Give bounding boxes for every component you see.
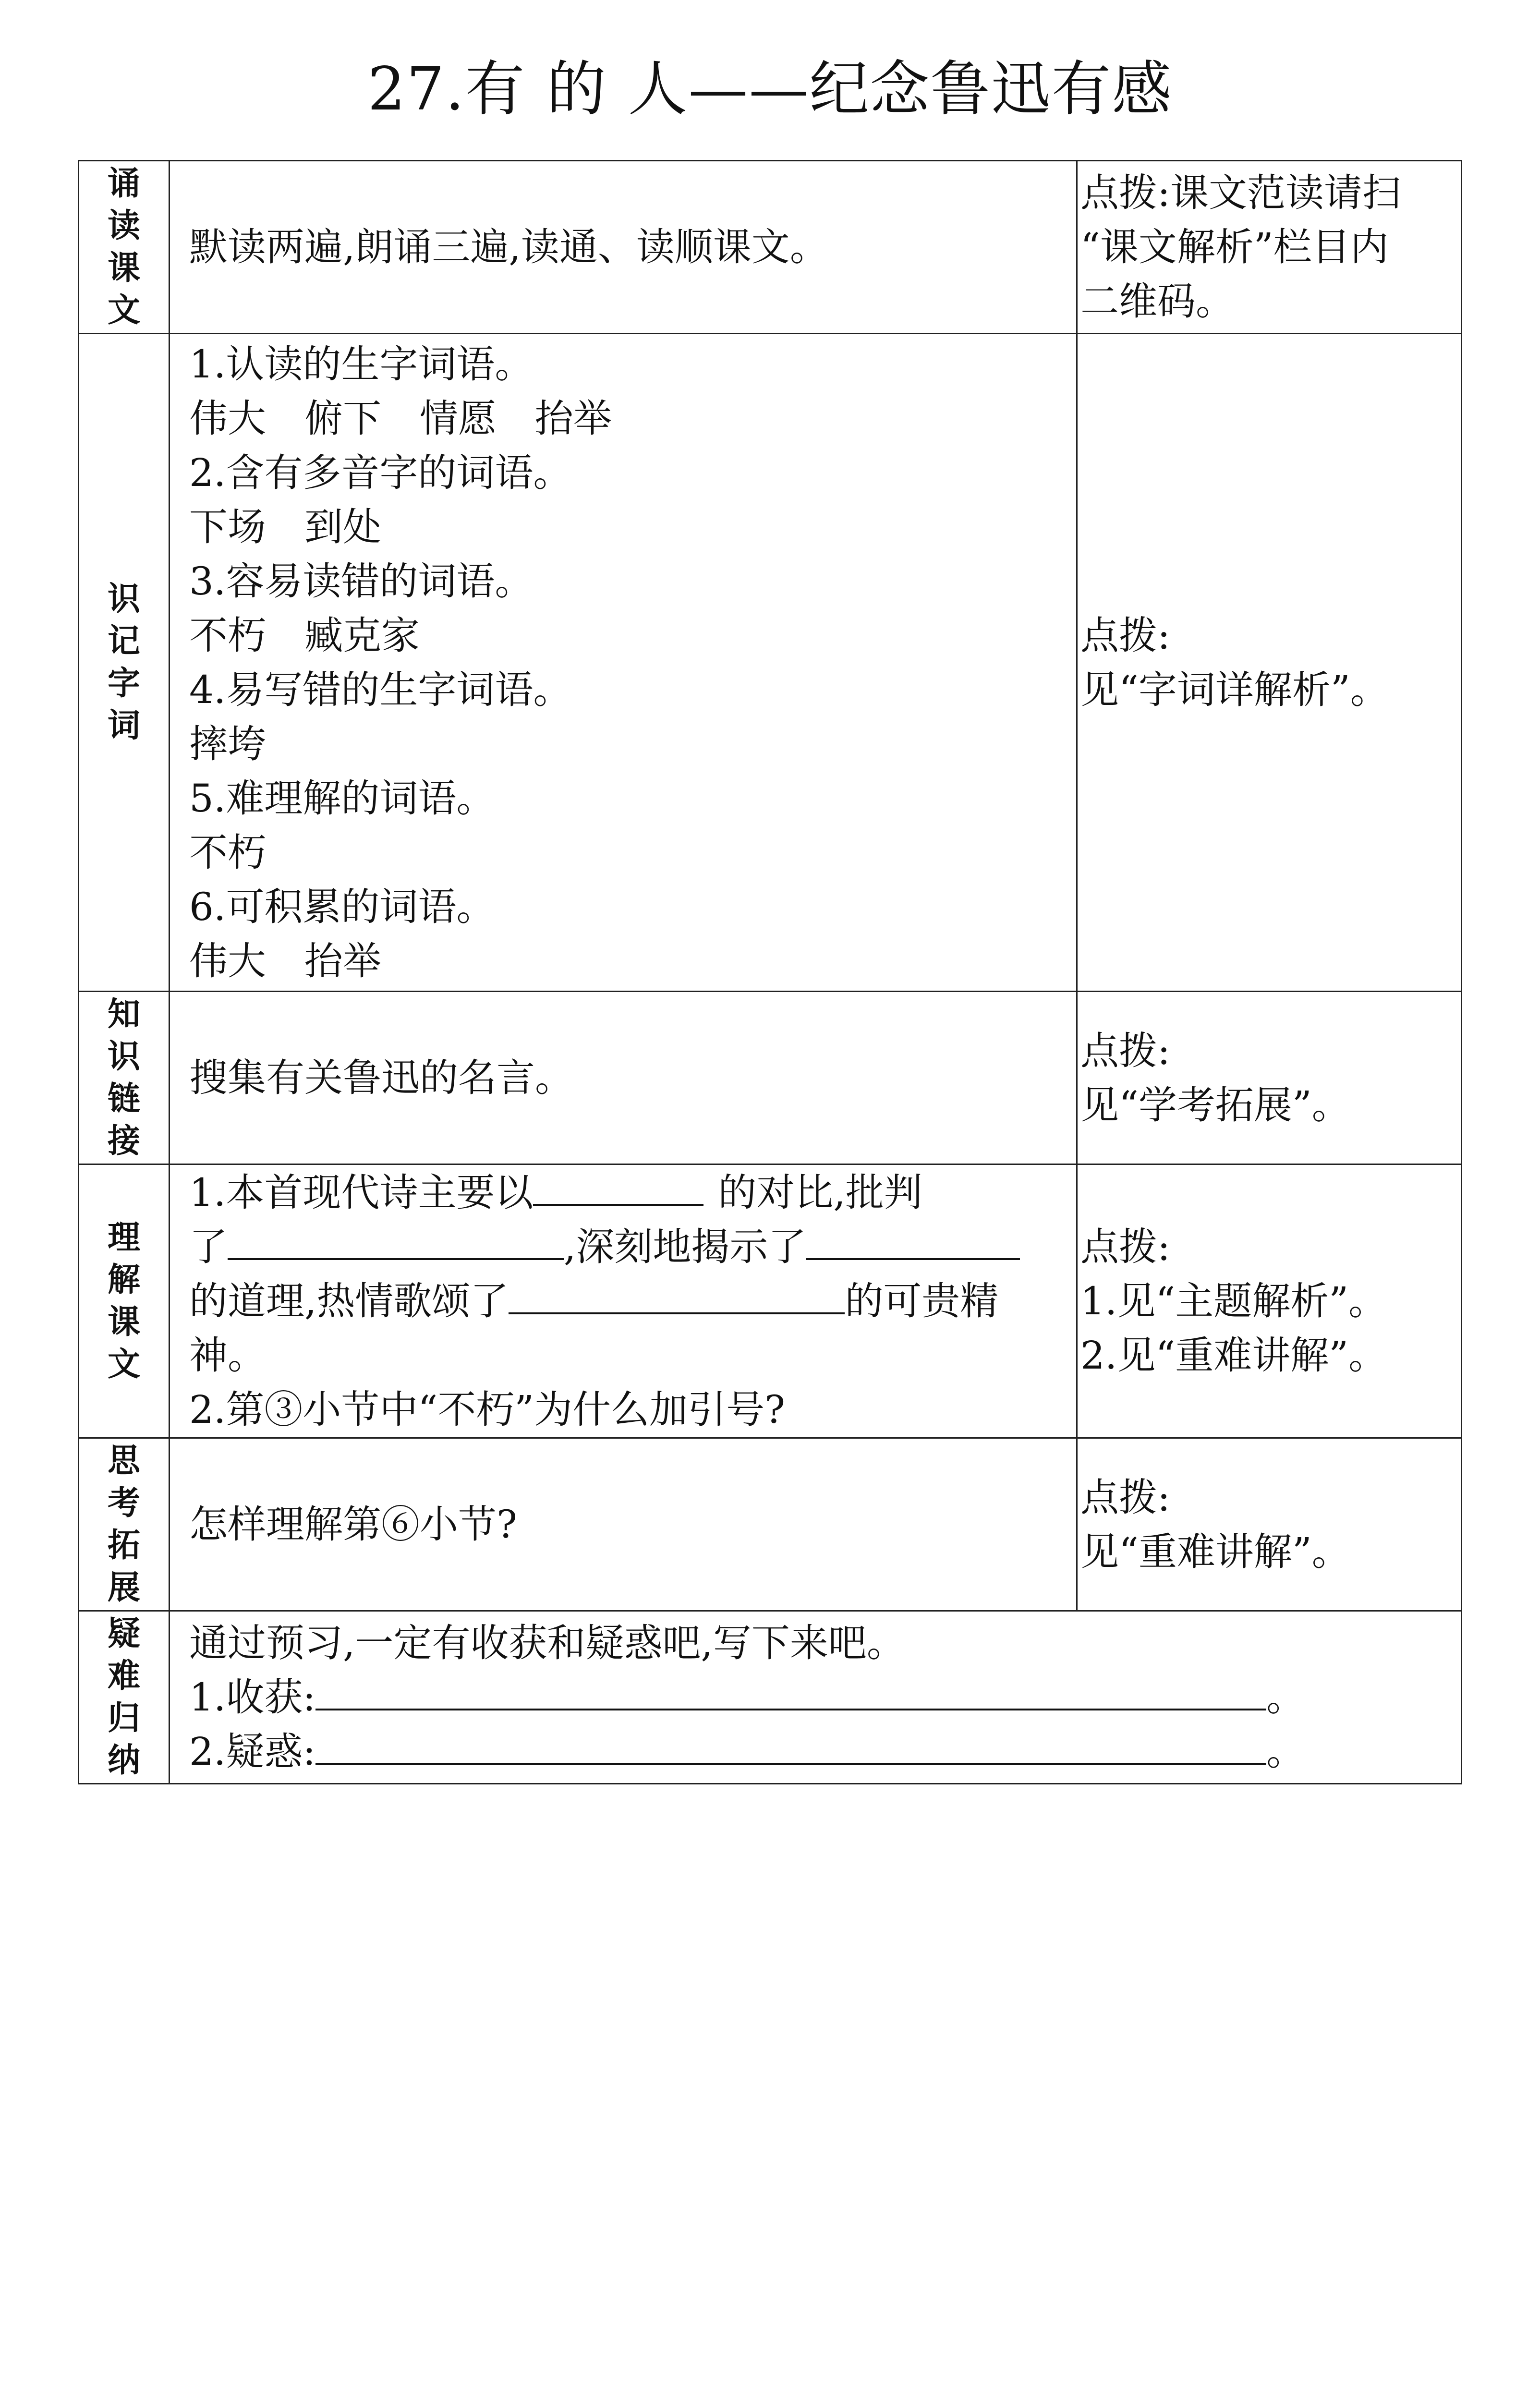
row-heading-knowledge: 知 识 链 接: [79, 992, 170, 1164]
understand-questions: 1.本首现代诗主要以 的对比,批判 了 ,深刻地揭示了 的道理,热情歌颂了 的可贵精 神。 2.第③小节中“不朽”为什么加引号?: [170, 1164, 1077, 1438]
row-heading-vocab: 识 记 字 词: [79, 334, 170, 992]
vocab-section-heading: 6.可积累的词语。: [189, 884, 495, 929]
gain-line: 1.收获: 。: [189, 1670, 1442, 1724]
vocab-section-heading: 4.易写错的生字词语。: [189, 667, 572, 712]
row-think: [79, 1438, 1462, 1611]
think-hint: 点拨: 见“重难讲解”。: [1077, 1438, 1462, 1611]
row-heading-understand: 理 解 课 文: [79, 1164, 170, 1438]
row-understand: [79, 1164, 1462, 1438]
summary-area: [170, 1611, 1462, 1784]
answer-blank-3[interactable]: [806, 1220, 1020, 1260]
answer-blank-2[interactable]: [228, 1220, 564, 1260]
page-title: [0, 54, 1540, 125]
vocab-hint: 点拨: 见“字词详解析”。: [1077, 334, 1462, 992]
vocab-section-heading: 1.认读的生字词语。: [189, 341, 534, 387]
knowledge-hint: 点拨: 见“学考拓展”。: [1077, 992, 1462, 1164]
title-part-2: 的: [546, 55, 607, 124]
title-part-1: 27.有: [367, 55, 526, 124]
reading-hint: 点拨:课文范读请扫 “课文解析”栏目内 二维码。: [1077, 161, 1462, 334]
doubt-line: 2.疑惑: 。: [189, 1724, 1442, 1779]
row-vocab: [79, 334, 1462, 992]
vocab-section-heading: 2.含有多音字的词语。: [189, 450, 572, 495]
row-summary: [79, 1611, 1462, 1784]
row-reading: [79, 161, 1462, 334]
vocab-section-heading: 3.容易读错的词语。: [189, 558, 534, 604]
preview-worksheet-table: [78, 160, 1462, 1784]
vocab-words: 不朽: [189, 830, 266, 875]
title-part-3: 人——纪念鲁迅有感: [628, 55, 1173, 124]
row-knowledge: [79, 992, 1462, 1164]
think-question: 怎样理解第⑥小节?: [170, 1438, 1077, 1611]
row-heading-think: 思 考 拓 展: [79, 1438, 170, 1611]
gain-answer-line[interactable]: [315, 1670, 1266, 1710]
vocab-words: 伟大 抬举: [189, 938, 381, 983]
vocab-section-heading: 5.难理解的词语。: [189, 776, 495, 821]
answer-blank-4[interactable]: [509, 1274, 845, 1314]
row-heading-reading: 诵 读 课 文: [79, 161, 170, 334]
row-heading-summary: 疑 难 归 纳: [79, 1611, 170, 1784]
vocab-words: 不朽 臧克家: [189, 613, 420, 658]
understand-hint: 点拨: 1.见“主题解析”。 2.见“重难讲解”。: [1077, 1164, 1462, 1438]
knowledge-task: 搜集有关鲁迅的名言。: [170, 992, 1077, 1164]
vocab-words: 摔垮: [189, 721, 266, 766]
vocab-words: 伟大 俯下 情愿 抬举: [189, 396, 612, 441]
reading-instruction: 默读两遍,朗诵三遍,读通、读顺课文。: [170, 161, 1077, 334]
answer-blank-1[interactable]: [533, 1165, 703, 1206]
summary-intro: 通过预习,一定有收获和疑惑吧,写下来吧。: [189, 1621, 905, 1665]
vocab-list: [170, 334, 1077, 992]
question-2: 2.第③小节中“不朽”为什么加引号?: [189, 1387, 786, 1432]
vocab-words: 下场 到处: [189, 504, 381, 549]
doubt-answer-line[interactable]: [315, 1724, 1266, 1765]
